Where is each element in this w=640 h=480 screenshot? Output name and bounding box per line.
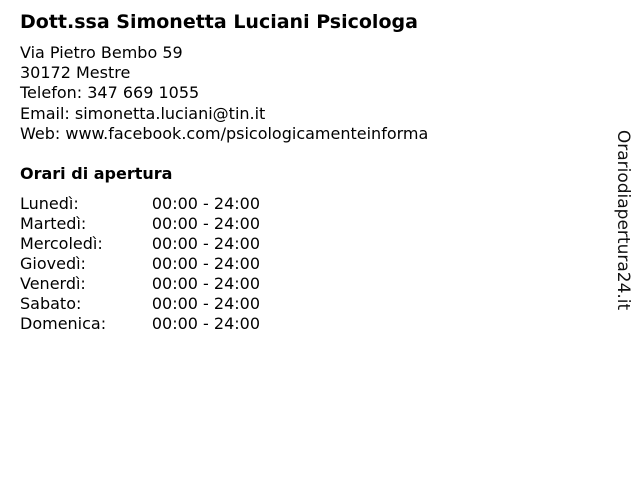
contact-info — [20, 43, 428, 144]
opening-hours-title: Orari di apertura — [20, 164, 173, 183]
time-range: 00:00 - 24:00 — [151, 194, 260, 213]
site-brand-vertical: Orariodiapertura24.it — [613, 129, 633, 311]
business-name: Dott.ssa Simonetta Luciani Psicologa — [20, 11, 418, 33]
time-range: 00:00 - 24:00 — [151, 214, 260, 233]
email-line: Email: simonetta.luciani@tin.it — [20, 103, 266, 123]
day-label: Venerdì: — [20, 274, 86, 293]
day-label: Martedì: — [20, 214, 87, 233]
time-range: 00:00 - 24:00 — [151, 274, 260, 293]
day-label: Mercoledì: — [20, 234, 103, 253]
web-line: Web: www.facebook.com/psicologicamenteinforma — [20, 123, 429, 143]
address-line-1: Via Pietro Bembo 59 — [20, 43, 183, 62]
time-range: 00:00 - 24:00 — [151, 314, 260, 333]
time-range: 00:00 - 24:00 — [151, 294, 260, 313]
day-label: Lunedì: — [20, 194, 79, 213]
time-range: 00:00 - 24:00 — [151, 234, 260, 253]
address-line-2: 30172 Mestre — [20, 63, 131, 83]
day-label: Domenica: — [20, 314, 107, 333]
phone-line: Telefon: 347 669 1055 — [20, 83, 200, 103]
day-label: Sabato: — [20, 294, 82, 313]
day-label: Giovedì: — [20, 254, 86, 273]
time-range: 00:00 - 24:00 — [151, 254, 260, 273]
